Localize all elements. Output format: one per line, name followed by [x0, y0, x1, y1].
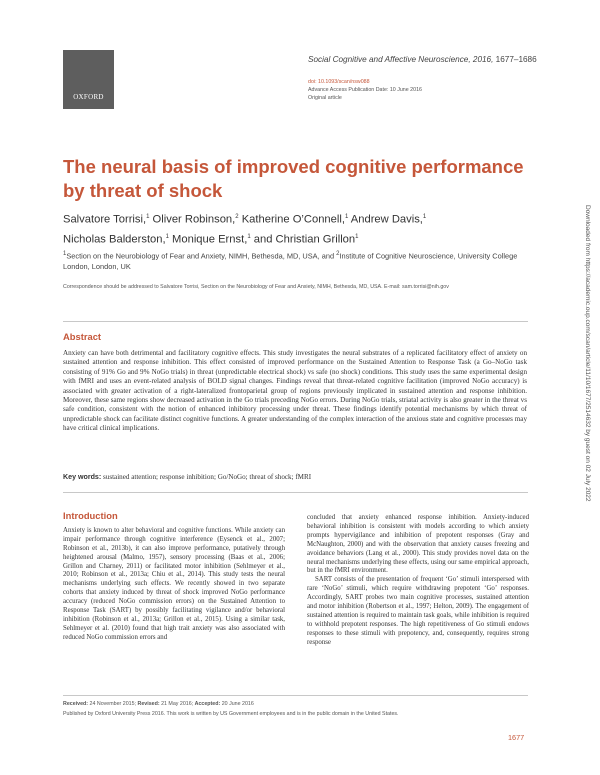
- author-sup: 1: [146, 214, 150, 220]
- oxford-logo: [63, 50, 114, 109]
- author-name: Oliver Robinson,: [149, 213, 236, 226]
- intro-column-right: [307, 514, 529, 648]
- author-sup: 1: [422, 214, 427, 220]
- author-sup: 2: [235, 214, 239, 220]
- author-name: Andrew Davis,: [348, 213, 423, 226]
- revised-label: Revised:: [137, 701, 160, 707]
- affil-sup-2: 2: [336, 251, 340, 257]
- affil-text-2: Institute of Cognitive Neuroscience, University College London, London, UK: [63, 251, 518, 272]
- correspondence: Correspondence should be addressed to Salvatore Torrisi, Section on the Neurobiology of Fear and Anxiety, NIMH, Bethesda, MD, USA. E-mail: sam.torrisi@nih.gov: [63, 284, 449, 290]
- article-type: Original article: [308, 95, 342, 102]
- journal-pages: 1677–1686: [495, 55, 537, 64]
- received-date: 24 November 2015;: [88, 701, 138, 707]
- abstract-text: Anxiety can have both detrimental and facilitatory cognitive effects. This study investigates the neural substrates of a replicated facilitatory effect of anxiety on sustained attention and response inhibition. This effect consisted of improved performance on the Sustained Attention to Response Task (a Go–NoGo task consisting of 91% Go and 9% NoGo trials) in threat (unpredictable electrical shock) vs safe (no shock) conditions. This study uses the same experimental design with fMRI and uses an event-related analysis of BOLD signal changes. Findings reveal that threat-related cognitive facilitation (improved NoGo accuracy) is associated with greater activation of a right-lateralized frontoparietal group of regions previously implicated in sustained attention and response inhibition. Moreover, these same regions show decreased activation in the Go trials preceding NoGo errors. During NoGo trials, striatal activity is also greater in the threat vs safe condition, consistent with the notion of enhanced inhibitory processing under threat. These findings identify potential mechanisms by which threat of unpredictable shock can facilitate distinct cognitive functions. A greater understanding of the complex interaction of the anxious state and cognitive processes may have critical clinical implications.: [63, 349, 527, 433]
- affil-text-1: Section on the Neurobiology of Fear and Anxiety, NIMH, Bethesda, MD, USA, and: [66, 251, 337, 261]
- author-line-1: [63, 209, 563, 229]
- divider: [63, 321, 528, 322]
- author-sup: 1: [165, 233, 169, 240]
- author-list: [63, 209, 563, 248]
- download-watermark-text: Downloaded from https://academic.oup.com/scan/article/11/10/1677/2514632 by guest on 02 July 2022: [584, 205, 591, 502]
- revised-date: 21 May 2016;: [159, 701, 195, 707]
- publication-history: [63, 699, 533, 719]
- author-name: Katherine O’Connell,: [238, 213, 345, 226]
- keywords: [63, 473, 527, 482]
- author-sup: 1: [344, 214, 349, 220]
- author-sup: 1: [247, 233, 251, 240]
- intro-paragraph: concluded that anxiety enhanced response inhibition. Anxiety-induced behavioral inhibition is consistent with models according to which anxiety prompts hypervigilance and inhibition of prepotent responses (Gray and McNaughton, 2000) and with the observation that anxiety causes freezing and avoidance behaviors (Lang et al., 2000). This study provides novel data on the neural mechanisms underlying these effects, using our same empirical approach, but in the fMRI environment.: [307, 514, 529, 575]
- doi-link[interactable]: doi: 10.1093/scan/nsw088: [308, 79, 370, 85]
- intro-heading: Introduction: [63, 510, 118, 521]
- accepted-label: Accepted:: [194, 701, 221, 707]
- author-line-2: [63, 229, 563, 249]
- divider: [63, 492, 528, 493]
- author-name: Salvatore Torrisi,: [63, 213, 147, 226]
- download-watermark: [582, 205, 592, 605]
- publisher-note: Published by Oxford University Press 2016. This work is written by US Government employees and is in the public domain in the United States.: [63, 711, 399, 717]
- divider: [63, 695, 528, 696]
- author-name: Monique Ernst,: [168, 233, 248, 246]
- intro-paragraph: SART consists of the presentation of frequent ‘Go’ stimuli interspersed with rare ‘NoGo’ stimuli, which require withdrawing prepotent ‘Go’ responses. Accordingly, SART probes two main cognitive processes, sustained attention and motor inhibition (Robertson et al., 1997; Helton, 2009). The engagement of sustained attention is required to maintain task goals, while inhibition is required to withhold prepotent responses. The high repetitiveness of Go stimuli endows responses to these stimuli with prepotency, and, consequently, requires strong response: [307, 576, 529, 646]
- logo-text: OXFORD: [73, 93, 104, 101]
- accepted-date: 20 June 2016: [220, 701, 254, 707]
- journal-name: Social Cognitive and Affective Neuroscience, 2016,: [308, 55, 494, 64]
- advance-access: Advance Access Publication Date: 10 June 2016: [308, 87, 422, 94]
- keywords-label: Key words:: [63, 473, 102, 481]
- author-name: Nicholas Balderston,: [63, 233, 166, 246]
- affiliations: [63, 249, 533, 272]
- article-meta: [308, 78, 422, 103]
- journal-citation: [308, 55, 537, 64]
- author-sup: 1: [355, 233, 359, 240]
- dates-line: [63, 699, 533, 709]
- intro-column-left: [63, 512, 285, 643]
- author-name: and Christian Grillon: [250, 233, 356, 246]
- keywords-text: sustained attention; response inhibition; Go/NoGo; threat of shock; fMRI: [101, 473, 312, 481]
- affil-sup-1: 1: [63, 251, 67, 257]
- abstract-heading: Abstract: [63, 331, 102, 342]
- received-label: Received:: [63, 701, 89, 707]
- page-number: 1677: [508, 733, 525, 742]
- article-title: The neural basis of improved cognitive performance by threat of shock: [63, 156, 524, 201]
- intro-paragraph: Anxiety is known to alter behavioral and cognitive functions. While anxiety can impair performance through cognitive interference (Eysenck et al., 2007; Robinson et al., 2013b), it can also improve performance, putatively through heightened arousal (Malmo, 1957), sensory processing (Baas et al., 2006; Grillon and Charney, 2011) or facilitated motor inhibition (Sehlmeyer et al., 2010; Robinson et al., 2013a; Chiu et al., 2014). This study tests the neural mechanisms underlying such effects. We recently showed in two separate cohorts that anxiety induced by threat of shock improved NoGo performance accuracy (reduced NoGo commission errors) on the Sustained Attention to Response Task (SART) by possibly facilitating vigilance and/or behavioral inhibition (Robinson et al., 2013a; Grillon et al., 2015). Using a similar task, Sehlmeyer et al. (2010) found that high trait anxiety was also associated with reduced NoGo commission errors and: [63, 526, 285, 641]
